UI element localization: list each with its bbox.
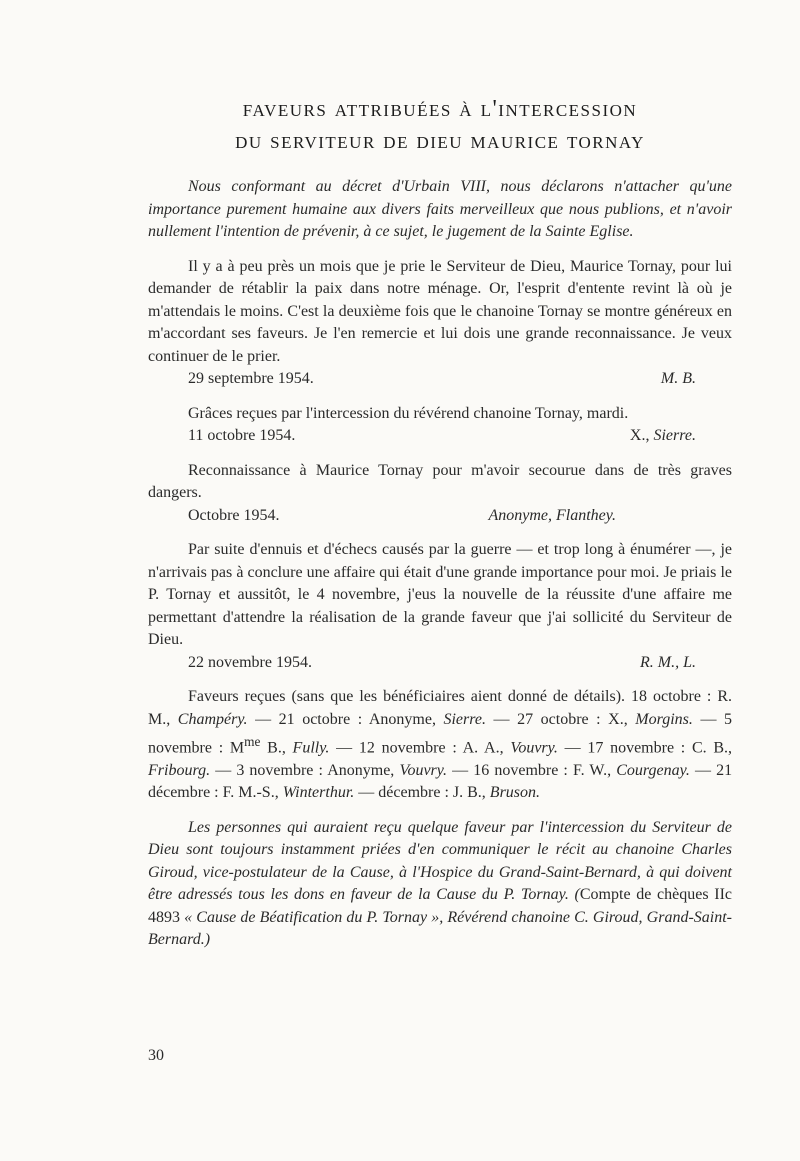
testimony-4-date: 22 novembre 1954.	[188, 653, 312, 671]
favor-place: Bruson.	[489, 784, 541, 802]
favor-place: Sierre.	[443, 710, 486, 728]
testimony-4-text: Par suite d'ennuis et d'échecs causés par la guerre — et trop long à énumérer —, je n'arrivais pas à conclure une affaire qui était d'une grande importance pour moi. Je priais le P. Tornay et aussitôt, le 4 novembre, j'eus la nouvelle de la réussite d'une affaire me permettant d'attendre la réalisation de la grande faveur que j'ai sollicité du Serviteur de Dieu.	[148, 541, 732, 648]
closing-account: Compte de chèques IIc 4893	[148, 886, 732, 926]
testimony-2-signature-place: Sierre.	[653, 427, 696, 444]
favor-place: Morgins.	[635, 710, 693, 728]
testimony-2-signature-line	[148, 425, 732, 448]
testimony-2-date: 11 octobre 1954.	[188, 427, 296, 444]
favor-entry: — 21 décembre : F. M.-S.,	[148, 761, 733, 802]
article-body	[148, 176, 732, 952]
testimony-3-signature-line	[148, 505, 732, 528]
favor-entry: — 16 novembre : F. W.,	[452, 761, 612, 779]
testimony-2-signature-name: X.,	[629, 427, 650, 444]
testimony-3-date: Octobre 1954.	[188, 506, 280, 524]
favor-place: Vouvry.	[510, 739, 558, 757]
favor-place: Vouvry.	[399, 761, 447, 779]
page-title	[130, 93, 750, 157]
testimony-2-signature	[630, 425, 696, 448]
closing-notice	[148, 817, 732, 952]
favor-title-sup: me	[244, 734, 261, 749]
favor-entry: — 5 novembre : M	[148, 710, 732, 757]
favor-place: Fully.	[292, 739, 330, 757]
title-line-2: du serviteur de dieu maurice tornay	[235, 128, 645, 154]
favor-place: Courgenay.	[616, 761, 690, 779]
favor-entry: B.,	[267, 739, 286, 757]
testimony-3-signature: Anonyme, Flanthey.	[488, 506, 616, 524]
favor-entry: — 27 octobre : X.,	[493, 710, 628, 728]
closing-text-end: « Cause de Béatification du P. Tornay », Révérend chanoine C. Giroud, Grand-Saint-Bernard.)	[148, 908, 733, 949]
favor-place: Winterthur.	[282, 784, 355, 802]
testimony-4-signature: R. M., L.	[640, 653, 696, 671]
testimony-3-text: Reconnaissance à Maurice Tornay pour m'avoir secourue dans de très graves dangers.	[148, 461, 732, 501]
favor-place: Champéry.	[177, 710, 248, 728]
favors-list	[148, 686, 732, 805]
favor-entry: 18 octobre : R. M.,	[148, 688, 733, 728]
closing-text: Les personnes qui auraient reçu quelque faveur par l'intercession du Serviteur de Dieu sont toujours instamment priées d'en communiquer le récit au chanoine Charles Giroud, vice-postulateur de la Cause, à l'Hospice du Grand-Saint-Bernard, à qui doivent être adressés tous les dons en faveur de la Cause du P. Tornay. (	[148, 818, 732, 904]
title-line-1: faveurs attribuées à l'intercession	[242, 96, 638, 122]
favor-entry: — 3 novembre : Anonyme,	[215, 761, 395, 779]
favors-intro: Faveurs reçues (sans que les bénéficiaires aient donné de détails).	[188, 688, 626, 705]
favor-entry: — 12 novembre : A. A.,	[336, 739, 504, 757]
testimony-2-text: Grâces reçues par l'intercession du révérend chanoine Tornay, mardi.	[188, 404, 629, 422]
testimony-1-signature: M. B.	[660, 370, 696, 387]
favor-entry: — 21 octobre : Anonyme,	[255, 710, 436, 728]
favor-place: Fribourg.	[148, 761, 211, 779]
favor-entry: — 17 novembre : C. B.,	[564, 739, 733, 757]
page-number: 30	[148, 1047, 164, 1064]
testimony-1-text: Il y a à peu près un mois que je prie le Serviteur de Dieu, Maurice Tornay, pour lui demander de rétablir la paix dans notre ménage. Or, l'esprit d'entente revint là où je m'attendais le moins. C'est la deuxième fois que le chanoine Tornay se montre généreux en m'accordant ses faveurs. Je l'en remercie et lui dois une grande reconnaissance. Je veux continuer de le prier.	[148, 257, 732, 365]
decree-disclaimer: Nous conformant au décret d'Urbain VIII, nous déclarons n'attacher qu'une importance purement humaine aux divers faits merveilleux que nous publions, et n'avoir nullement l'intention de prévenir, à ce sujet, le jugement de la Sainte Eglise.	[148, 178, 732, 240]
testimony-1-signature-line	[148, 368, 732, 391]
testimony-1-date: 29 septembre 1954.	[188, 370, 314, 387]
favor-entry: — décembre : J. B.,	[358, 784, 486, 802]
testimony-4-signature-line	[148, 652, 732, 675]
